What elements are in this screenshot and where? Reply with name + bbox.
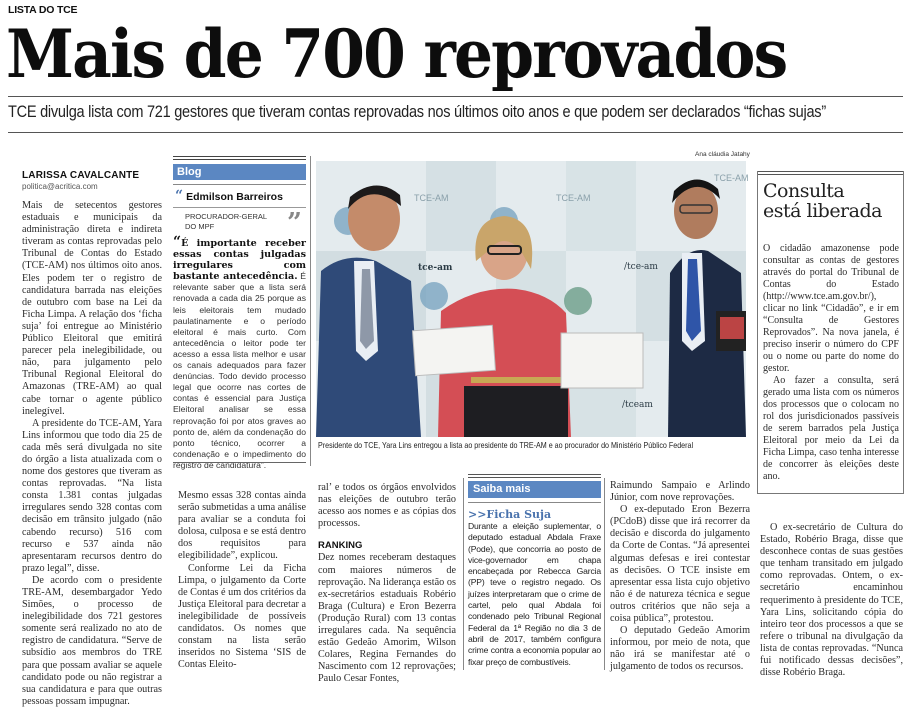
paragraph: O cidadão amazonense pode consultar as contas de gestores através do portal do Tribunal de Contas do Estado (http://www.tce.am.gov.br/), clicar no link “Cidadão”, e ir em “Consulta de Gestores Reprovados”. Na nova janela, é preciso inserir o número do CPF ou o nome ou parte do nome do gestor. <box>763 243 899 374</box>
paragraph: Mesmo essas 328 contas ainda serão submetidas a uma análise para avaliar se a conduta foi dolosa, culposa e se está dentro dos requisitos para elegibilidade”, explicou. <box>178 490 306 562</box>
quote-lead-text: É importante receber essas contas julgadas irregulares com bastante antecedência. <box>173 238 306 283</box>
quote-body: É relevante saber que a lista será renovada a cada dia 25 porque as leis eleitorais tem mudado paulatinamente e o período eleitoral é mais curto. Com antecedência o leitor pode ter acesso a essa lista melhor e usar os canais adequados para fazer denúncias. Todo devido processo legal que ocorre nas cortes de contas é essencial para Justiça Eleitoral analisar se essa reprovação foi por atos graves ao ponto de, além da condenação do ponto técnico, ocorrer a condenação e o impedimento do registro de candidatura”. <box>173 271 307 470</box>
paragraph: O ex-deputado Eron Bezerra (PCdoB) disse que irá recorrer da decisão e discorda do julgamento da Corte de Contas. “Já apresentei algumas defesas e irei contestar as decisões. O TCE insiste em apresentar essa lista cujo objetivo não é de natureza técnica e segue outros critérios que não seja a coisa pública”, protestou. <box>610 504 750 625</box>
paragraph: Ao fazer a consulta, será gerado uma lista com os números dos processos que o colocam no rol dos jurisdicionados passíveis de serem barrados pela Justiça Eleitoral por meio da Lei da Ficha Limpa, caso tenha interesse de concorrer às eleições deste ano. <box>763 375 899 482</box>
consulta-title <box>763 181 903 221</box>
photo-illustration <box>316 161 749 437</box>
paragraph: De acordo com o presidente TRE-AM, desembargador Yedo Simões, o processo de inelegibilidade dos 721 gestores somente será realizado no ato de registro de candidatura. “Serve de subsídio aos membros do TRE para que possam avaliar se aquele candidato pode ou não registrar a sua candidatura e para que outras pessoas possam impugnar. <box>22 574 162 707</box>
divider <box>8 132 903 133</box>
divider <box>173 184 306 185</box>
open-quote-mark: “ <box>173 234 182 250</box>
consulta-title-line: está liberada <box>763 200 882 222</box>
news-photo <box>316 161 749 437</box>
headline: Mais de 700 reprovados <box>6 15 787 93</box>
subhead-ranking: RANKING <box>318 540 363 552</box>
blog-author-role <box>173 207 306 238</box>
article-column-6 <box>760 522 903 679</box>
blog-author <box>175 188 306 204</box>
article-column-3 <box>318 482 456 686</box>
column-rule <box>310 156 311 466</box>
backdrop-text: tce-am <box>418 263 453 273</box>
paragraph: Raimundo Sampaio e Arlindo Júnior, com nove reprovações. <box>610 480 750 504</box>
paragraph: A presidente do TCE-AM, Yara Lins informou que todo dia 25 de cada mês será divulgada no site do órgão a lista atualizada com o nome dos gestores que tiveram as contas reprovadas. “Na lista consta 1.381 contas julgadas irregulares sendo 328 contas com decisão em trânsito julgado (não cabendo recurso) 516 com recurso e 537 ainda não apresentaram recursos dentro do prazo legal”, disse. <box>22 417 162 574</box>
saiba-mais-label: Saiba mais <box>468 481 601 498</box>
blog-label: Blog <box>173 164 306 180</box>
divider <box>173 462 306 463</box>
quote-lead <box>173 234 306 283</box>
blog-author-name: Edmilson Barreiros <box>186 191 283 203</box>
saiba-mais-body: Durante a eleição suplementar, o deputado estadual Abdala Fraxe (Pode), que concorria ao posto de vice-governador em chapa encabeçada por Rebecca Garcia (PP) teve o registro negado. Os juízes interpretaram que o crime de cartel, pelo qual Abdala foi condenado pelo Tribunal Regional Federal da 1ª Região no dia 3 de abril de 2017, também configura crime contra a economia popular ao fixar preço de combustíveis. <box>468 521 601 667</box>
article-column-1 <box>22 200 162 708</box>
article-column-2 <box>178 490 306 671</box>
byline-author: LARISSA CAVALCANTE <box>22 170 140 181</box>
paragraph: Conforme Lei da Ficha Limpa, o julgamento da Corte de Contas é um dos critérios da Justiça Eleitoral para decretar a inelegibilidade de possíveis candidatos. Os nomes que constam na lista serão inseridos no Sistema ‘SIS de Contas Eleito- <box>178 562 306 671</box>
photo-credit: Ana cláudia Jatahy <box>695 151 750 158</box>
saiba-mais-subhead: >>Ficha Suja <box>468 508 552 521</box>
role-line: PROCURADOR-GERAL <box>185 212 268 221</box>
divider <box>8 96 903 97</box>
backdrop-text: /tceam <box>622 400 653 410</box>
close-quote-icon: ” <box>287 208 302 238</box>
article-column-5 <box>610 480 750 674</box>
double-rule <box>758 171 903 175</box>
consulta-title-line: Consulta <box>763 180 845 202</box>
quote-mark-icon: “ <box>175 188 184 204</box>
photo-caption: Presidente do TCE, Yara Lins entregou a lista ao presidente do TRE-AM e ao procurador do Ministério Público Federal <box>318 440 694 450</box>
backdrop-text: TCE-AM <box>556 193 591 203</box>
double-rule <box>173 156 306 160</box>
backdrop-text: TCE-AM <box>714 173 749 183</box>
double-rule <box>468 474 601 478</box>
paragraph: ral’ e todos os órgãos envolvidos nas eleições de outubro terão acesso aos nomes e as cópias dos processos. <box>318 482 456 530</box>
paragraph: Mais de setecentos gestores estaduais e municipais da administração direta e indireta tiveram as contas reprovadas pelo Tribunal de Contas do Estado (TCE-AM) nos últimos oito anos. Eles podem ter o registro de candidatura barrada nas eleições de outubro com base na Lei da Ficha Limpa. A relação dos ‘ficha suja’ foi entregue ao Ministério Público Eleitoral que emitirá parecer pela inelegibilidade, ou não, para julgamento pelo Tribunal Regional Eleitoral do Amazonas (TRE-AM) ao qual cabe tornar o agente público inelegível. <box>22 200 162 417</box>
consulta-body <box>763 243 899 483</box>
section-kicker: LISTA DO TCE <box>8 4 78 16</box>
column-rule <box>604 478 605 670</box>
blog-sidebar <box>173 156 307 470</box>
paragraph: Dez nomes receberam destaques com maiores números de reprovação. Na liderança estão os ex-secretários estaduais Robério Braga (Cultura) e Eron Bezerra (Produção Rural) com 13 contas irregulares cada. Na sequência estão Gedeão Amorim, Wilson Colares, Regina Fernandes do Nascimento com 12 reprovações; Paulo Cesar Fontes, <box>318 552 456 685</box>
backdrop-text: TCE-AM <box>414 193 449 203</box>
backdrop-text: /tce-am <box>624 262 658 272</box>
paragraph: O deputado Gedeão Amorim informou, por meio de nota, que não irá se manifestar até o julgamento de todos os recursos. <box>610 625 750 673</box>
paragraph: O ex-secretário de Cultura do Estado, Robério Braga, disse que desconhece contas de suas gestões que tenham transitado em julgado como reprovadas. Ontem, o ex-secretário encaminhou requerimento à presidente do TCE, Yara Lins, solicitando cópia do inteiro teor dos processos a que se refere o tribunal na divulgação da lista de contas reprovadas. “Nunca fui notificado dessas decisões”, disse Robério Braga. <box>760 522 903 679</box>
role-line: DO MPF <box>185 222 215 231</box>
deck-subheadline: TCE divulga lista com 721 gestores que tiveram contas reprovadas nos últimos oito anos e que podem ser declarados “fichas sujas” <box>8 102 826 121</box>
column-rule <box>463 478 464 670</box>
blog-quote <box>173 234 307 471</box>
saiba-mais-box <box>468 474 601 668</box>
byline-email: politica@acritica.com <box>22 182 98 191</box>
divider <box>468 502 601 503</box>
consulta-sidebar <box>757 171 904 494</box>
